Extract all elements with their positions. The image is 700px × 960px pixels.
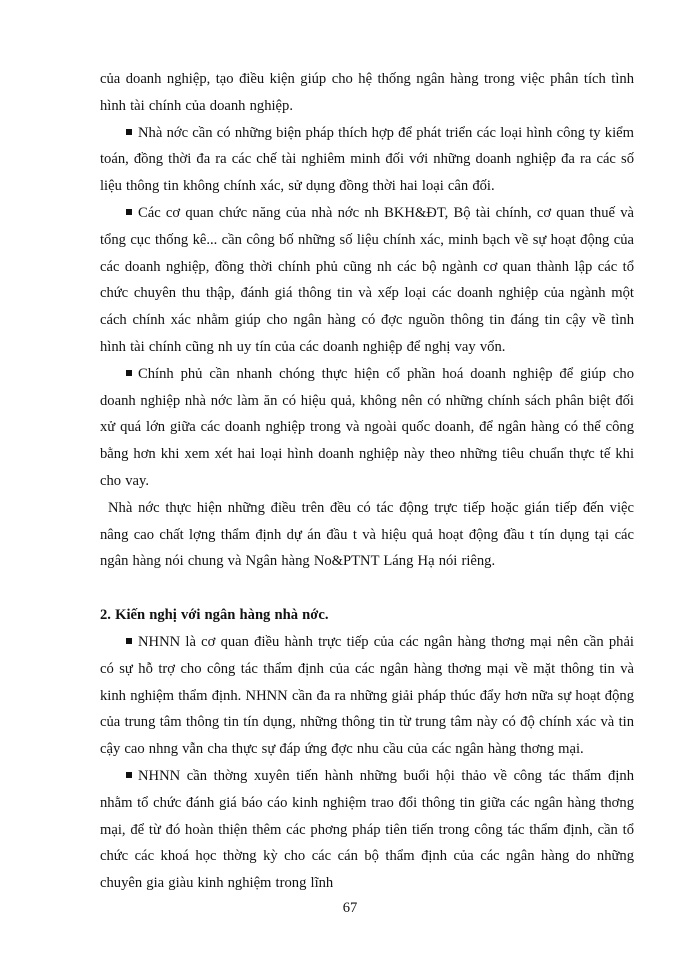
bullet-text: Chính phủ cần nhanh chóng thực hiện cổ phần hoá doanh nghiệp để giúp cho doanh nghiệp nhà nớc làm ăn có hiệu quả, không nên có những chính sách phân biệt đối xử quá lớn giữa các doanh nghiệp trong và ngoài quốc doanh, để ngân hàng có thể công bằng hơn khi xem xét hai loại hình doanh nghiệp này theo những tiêu chuẩn thực tế khi cho vay.	[100, 365, 634, 489]
paragraph-continuation: của doanh nghiệp, tạo điều kiện giúp cho hệ thống ngân hàng trong việc phân tích tình hình tài chính của doanh nghiệp.	[100, 71, 634, 114]
square-bullet-icon	[126, 129, 132, 135]
square-bullet-icon	[126, 370, 132, 376]
bullet-text: NHNN cần thờng xuyên tiến hành những buổi hội thảo về công tác thẩm định nhằm tổ chức đánh giá báo cáo kinh nghiệm trao đổi thông tin giữa các ngân hàng thơng mại, để từ đó hoàn thiện thêm các phơng pháp tiên tiến trong công tác thẩm định, cần tổ chức các khoá học thờng kỳ cho các cán bộ thẩm định của các ngân hàng do những chuyên gia giàu kinh nghiệm trong lĩnh	[100, 767, 634, 892]
page-number: 67	[342, 900, 358, 916]
bullet-text: NHNN là cơ quan điều hành trực tiếp của các ngân hàng thơng mại nên cần phải có sự hỗ trợ cho công tác thẩm định của các ngân hàng thơng mại về mặt thông tin và kinh nghiệm thẩm định. NHNN cần đa ra những giải pháp thúc đẩy hơn nữa sự hoạt động của trung tâm thông tin tín dụng, những thông tin từ trung tâm này có độ chính xác và tin cậy cao nhng vẫn cha thực sự đáp ứng đợc nhu cầu của các ngân hàng thơng mại.	[100, 633, 634, 758]
bullet-paragraph-nhnn-workshops	[100, 763, 634, 897]
section-heading: 2. Kiến nghị với ngân hàng nhà nớc.	[100, 607, 329, 624]
document-page	[100, 66, 634, 897]
square-bullet-icon	[126, 209, 132, 215]
bullet-text: Nhà nớc cần có những biện pháp thích hợp để phát triển các loại hình công ty kiểm toán, đồng thời đa ra các chế tài nghiêm minh đối với những doanh nghiệp đa ra các số liệu thông tin không chính xác, sử dụng đồng thời hai loại cân đối.	[100, 124, 634, 195]
paragraph-summary: Nhà nớc thực hiện những điều trên đều có tác động trực tiếp hoặc gián tiếp đến việc nâng cao chất lợng thẩm định dự án đầu t và hiệu quả hoạt động đầu t tín dụng tại các ngân hàng nói chung và Ngân hàng No&PTNT Láng Hạ nói riêng.	[100, 499, 634, 570]
bullet-paragraph-audit	[100, 120, 634, 200]
bullet-paragraph-equitization	[100, 361, 634, 495]
bullet-text: Các cơ quan chức năng của nhà nớc nh BKH&ĐT, Bộ tài chính, cơ quan thuế và tổng cục thống kê... cần công bố những số liệu chính xác, minh bạch về sự hoạt động của các doanh nghiệp, đồng thời chính phủ cũng nh các bộ ngành cơ quan thành lập các tổ chức chuyên thu thập, đánh giá thông tin và xếp loại các doanh nghiệp của ngành một cách chính xác nhằm giúp cho ngân hàng có đợc nguồn thông tin đáng tin cậy về tình hình tài chính cũng nh uy tín của các doanh nghiệp để nghị vay vốn.	[100, 204, 634, 355]
bullet-paragraph-agencies	[100, 200, 634, 361]
square-bullet-icon	[126, 638, 132, 644]
bullet-paragraph-nhnn-support	[100, 629, 634, 763]
square-bullet-icon	[126, 772, 132, 778]
